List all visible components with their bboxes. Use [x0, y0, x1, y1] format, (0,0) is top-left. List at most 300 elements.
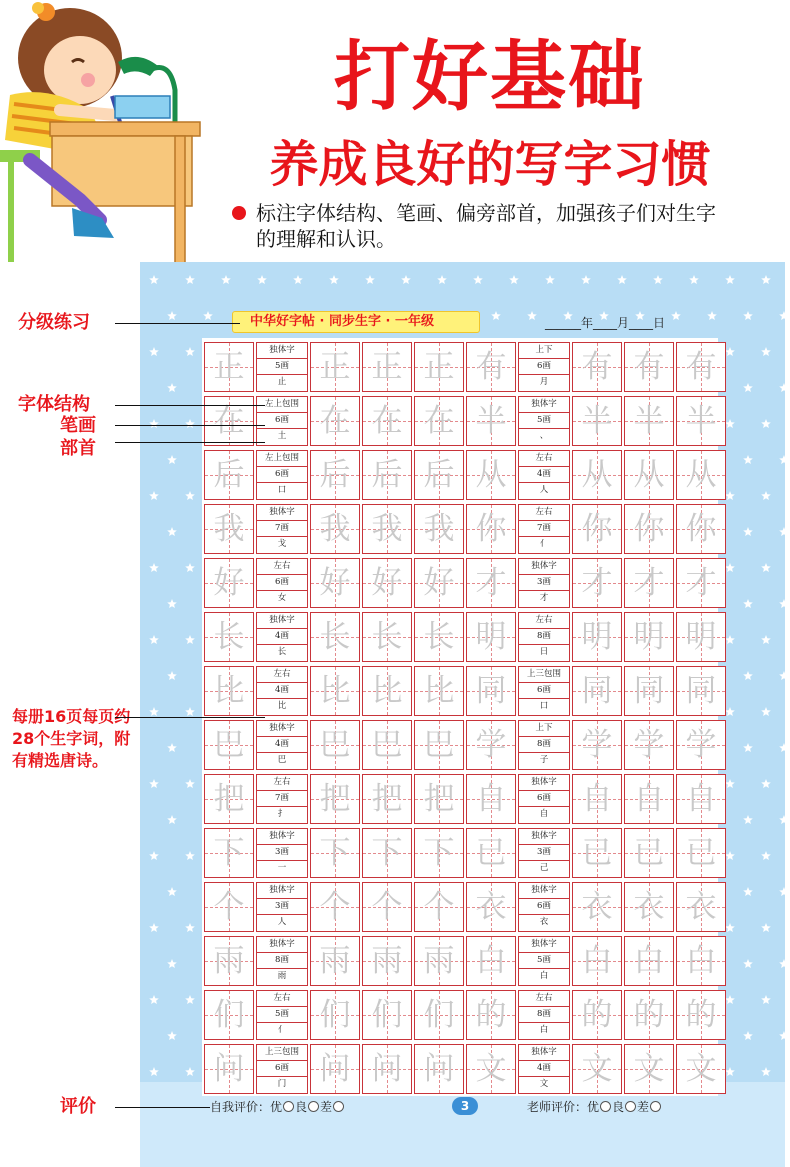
tracing-cell[interactable] — [572, 558, 622, 608]
tracing-cell[interactable] — [676, 342, 726, 392]
tracing-cell[interactable] — [676, 828, 726, 878]
tracing-character: 我 — [319, 511, 351, 547]
radical-label: 止 — [277, 377, 287, 387]
radical-label: 、 — [539, 431, 549, 441]
tracing-cell[interactable] — [310, 1044, 360, 1094]
model-character-cell[interactable] — [204, 504, 254, 554]
model-character-cell[interactable] — [466, 342, 516, 392]
annotation-line — [115, 323, 240, 324]
structure-label: 独体字 — [519, 775, 569, 791]
tracing-cell[interactable] — [310, 990, 360, 1040]
tracing-character: 你 — [685, 511, 717, 547]
annotation-line — [115, 425, 265, 426]
structure-label: 左右 — [519, 451, 569, 467]
tracing-character: 自 — [633, 781, 665, 817]
tracing-cell[interactable] — [624, 396, 674, 446]
tracing-character: 下 — [319, 835, 351, 871]
star-shape — [617, 275, 627, 284]
tracing-character: 正 — [371, 349, 403, 385]
tracing-cell[interactable] — [414, 720, 464, 770]
structure-label: 独体字 — [519, 883, 569, 899]
star-shape — [743, 743, 753, 752]
character-info-box — [256, 396, 308, 446]
character-info-box — [518, 990, 570, 1040]
tracing-cell[interactable] — [362, 882, 412, 932]
tracing-cell[interactable] — [414, 666, 464, 716]
character-info-box — [518, 1044, 570, 1094]
tracing-cell[interactable] — [676, 720, 726, 770]
stroke-count: 5画 — [257, 359, 307, 375]
tracing-cell[interactable] — [572, 828, 622, 878]
tracing-cell[interactable] — [572, 342, 622, 392]
tracing-cell[interactable] — [676, 990, 726, 1040]
tracing-character: 文 — [685, 1051, 717, 1087]
model-character-cell[interactable] — [466, 558, 516, 608]
model-character-cell[interactable] — [466, 936, 516, 986]
star-shape — [185, 491, 195, 500]
star-shape — [167, 815, 177, 824]
tracing-character: 同 — [685, 673, 717, 709]
tracing-cell[interactable] — [572, 720, 622, 770]
model-character-cell[interactable] — [466, 774, 516, 824]
tracing-character: 明 — [475, 619, 507, 655]
star-shape — [365, 275, 375, 284]
practice-row — [204, 936, 716, 986]
star-shape — [671, 311, 681, 320]
stroke-count: 7画 — [257, 521, 307, 537]
stroke-count: 5画 — [519, 413, 569, 429]
model-character-cell[interactable] — [466, 882, 516, 932]
annotation-line — [115, 405, 265, 406]
tracing-character: 学 — [581, 727, 613, 763]
tracing-cell[interactable] — [624, 936, 674, 986]
stroke-count: 5画 — [519, 953, 569, 969]
tracing-cell[interactable] — [362, 990, 412, 1040]
model-character-cell[interactable] — [204, 936, 254, 986]
tracing-cell[interactable] — [310, 882, 360, 932]
model-character-cell[interactable] — [466, 450, 516, 500]
tracing-cell[interactable] — [572, 1044, 622, 1094]
star-shape — [725, 563, 735, 572]
character-info-box — [518, 504, 570, 554]
tracing-character: 明 — [633, 619, 665, 655]
tracing-cell[interactable] — [676, 450, 726, 500]
tracing-cell[interactable] — [676, 774, 726, 824]
model-character-cell[interactable] — [204, 990, 254, 1040]
self-eval-good-circle[interactable] — [308, 1101, 319, 1112]
page-title: 打好基础 — [334, 32, 646, 121]
tracing-cell[interactable] — [414, 612, 464, 662]
tracing-character: 才 — [633, 565, 665, 601]
tracing-cell[interactable] — [414, 882, 464, 932]
star-shape — [167, 671, 177, 680]
tracing-character: 长 — [319, 619, 351, 655]
tracing-character: 好 — [213, 565, 245, 601]
tracing-character: 长 — [423, 619, 455, 655]
teacher-eval-label: 老师评价：优 — [527, 1100, 600, 1114]
star-shape — [149, 347, 159, 356]
structure-label: 独体字 — [257, 343, 307, 359]
tracing-cell[interactable] — [362, 504, 412, 554]
model-character-cell[interactable] — [204, 774, 254, 824]
annotation-line — [115, 442, 265, 443]
model-character-cell[interactable] — [204, 828, 254, 878]
tracing-character: 同 — [633, 673, 665, 709]
stroke-count: 6画 — [519, 791, 569, 807]
star-shape — [725, 347, 735, 356]
model-character-cell[interactable] — [466, 666, 516, 716]
model-character-cell[interactable] — [466, 828, 516, 878]
star-shape — [329, 275, 339, 284]
tracing-character: 学 — [633, 727, 665, 763]
teacher-evaluation — [527, 1099, 662, 1115]
tracing-character: 雨 — [423, 943, 455, 979]
star-shape — [743, 527, 753, 536]
tracing-cell[interactable] — [362, 828, 412, 878]
character-info-box — [256, 450, 308, 500]
practice-grid — [202, 338, 718, 1096]
star-shape — [743, 1031, 753, 1040]
tracing-character: 后 — [371, 457, 403, 493]
tracing-cell[interactable] — [310, 936, 360, 986]
stroke-count: 6画 — [519, 359, 569, 375]
tracing-cell[interactable] — [414, 990, 464, 1040]
tracing-cell[interactable] — [362, 1044, 412, 1094]
tracing-cell[interactable] — [572, 774, 622, 824]
star-shape — [149, 563, 159, 572]
tracing-cell[interactable] — [362, 612, 412, 662]
tracing-cell[interactable] — [310, 612, 360, 662]
character-info-box — [256, 936, 308, 986]
tracing-character: 在 — [213, 403, 245, 439]
tracing-cell[interactable] — [624, 558, 674, 608]
tracing-cell[interactable] — [624, 990, 674, 1040]
practice-row — [204, 342, 716, 392]
tracing-cell[interactable] — [362, 936, 412, 986]
teacher-eval-poor-circle[interactable] — [650, 1101, 661, 1112]
tracing-character: 白 — [685, 943, 717, 979]
star-shape — [185, 275, 195, 284]
tracing-character: 正 — [319, 349, 351, 385]
tracing-cell[interactable] — [310, 558, 360, 608]
tracing-character: 后 — [213, 457, 245, 493]
tracing-character: 好 — [423, 565, 455, 601]
tracing-character: 已 — [633, 835, 665, 871]
series-title: 中华好字帖 · 同步生字 · 一年级 — [250, 314, 434, 329]
star-shape — [167, 959, 177, 968]
tracing-cell[interactable] — [676, 882, 726, 932]
tracing-cell[interactable] — [362, 666, 412, 716]
star-shape — [779, 1031, 785, 1040]
star-shape — [167, 311, 177, 320]
stroke-count: 3画 — [519, 575, 569, 591]
model-character-cell[interactable] — [204, 612, 254, 662]
tracing-character: 文 — [633, 1051, 665, 1087]
stroke-count: 4画 — [257, 683, 307, 699]
tracing-cell[interactable] — [624, 666, 674, 716]
model-character-cell[interactable] — [466, 990, 516, 1040]
star-shape — [167, 599, 177, 608]
radical-label: 人 — [277, 917, 287, 927]
tracing-cell[interactable] — [310, 828, 360, 878]
bullet-dot-icon — [232, 206, 246, 220]
star-shape — [473, 275, 483, 284]
tracing-cell[interactable] — [414, 936, 464, 986]
tracing-character: 半 — [475, 403, 507, 439]
star-shape — [779, 743, 785, 752]
tracing-character: 衣 — [685, 889, 717, 925]
tracing-cell[interactable] — [676, 612, 726, 662]
tracing-character: 我 — [213, 511, 245, 547]
tracing-cell[interactable] — [624, 1044, 674, 1094]
tracing-character: 自 — [685, 781, 717, 817]
character-info-box — [518, 558, 570, 608]
tracing-character: 比 — [423, 673, 455, 709]
tracing-character: 明 — [685, 619, 717, 655]
star-shape — [185, 1067, 195, 1076]
tracing-cell[interactable] — [572, 990, 622, 1040]
tracing-cell[interactable] — [572, 612, 622, 662]
annotation-line — [115, 1107, 210, 1108]
tracing-character: 你 — [475, 511, 507, 547]
structure-label: 左右 — [519, 991, 569, 1007]
model-character-cell[interactable] — [466, 504, 516, 554]
tracing-cell[interactable] — [624, 828, 674, 878]
star-shape — [527, 311, 537, 320]
radical-label: 女 — [277, 593, 287, 603]
tracing-character: 好 — [371, 565, 403, 601]
star-shape — [167, 887, 177, 896]
structure-label: 独体字 — [257, 937, 307, 953]
star-shape — [779, 887, 785, 896]
annotation-evaluation: 评价 — [60, 1096, 96, 1117]
stroke-count: 6画 — [519, 683, 569, 699]
tracing-cell[interactable] — [310, 666, 360, 716]
tracing-cell[interactable] — [310, 396, 360, 446]
tracing-cell[interactable] — [676, 558, 726, 608]
model-character-cell[interactable] — [204, 396, 254, 446]
self-eval-poor-circle[interactable] — [333, 1101, 344, 1112]
tracing-cell[interactable] — [414, 828, 464, 878]
model-character-cell[interactable] — [466, 612, 516, 662]
star-shape — [221, 275, 231, 284]
star-shape — [401, 275, 411, 284]
tracing-character: 巴 — [319, 727, 351, 763]
star-shape — [761, 707, 771, 716]
tracing-cell[interactable] — [310, 342, 360, 392]
tracing-cell[interactable] — [572, 396, 622, 446]
radical-label: 日 — [539, 647, 549, 657]
stroke-count: 6画 — [519, 899, 569, 915]
tracing-cell[interactable] — [362, 396, 412, 446]
tracing-character: 有 — [475, 349, 507, 385]
structure-label: 独体字 — [519, 937, 569, 953]
tracing-character: 比 — [213, 673, 245, 709]
stroke-count: 3画 — [257, 845, 307, 861]
structure-label: 左右 — [257, 991, 307, 1007]
tracing-cell[interactable] — [362, 558, 412, 608]
tracing-cell[interactable] — [624, 720, 674, 770]
star-shape — [149, 995, 159, 1004]
tracing-character: 同 — [581, 673, 613, 709]
tracing-cell[interactable] — [362, 720, 412, 770]
tracing-cell[interactable] — [624, 450, 674, 500]
tracing-cell[interactable] — [414, 774, 464, 824]
tracing-cell[interactable] — [676, 1044, 726, 1094]
star-shape — [707, 311, 717, 320]
tracing-character: 下 — [423, 835, 455, 871]
model-character-cell[interactable] — [466, 396, 516, 446]
tracing-cell[interactable] — [572, 450, 622, 500]
model-character-cell[interactable] — [466, 720, 516, 770]
model-character-cell[interactable] — [466, 1044, 516, 1094]
stroke-count: 6画 — [257, 413, 307, 429]
tracing-character: 把 — [371, 781, 403, 817]
tracing-cell[interactable] — [676, 936, 726, 986]
star-shape — [761, 347, 771, 356]
self-eval-poor-label: 差 — [320, 1100, 333, 1114]
tracing-cell[interactable] — [362, 774, 412, 824]
tracing-cell[interactable] — [414, 450, 464, 500]
stroke-count: 7画 — [257, 791, 307, 807]
tracing-cell[interactable] — [624, 504, 674, 554]
tracing-cell[interactable] — [414, 1044, 464, 1094]
tracing-cell[interactable] — [310, 504, 360, 554]
practice-row — [204, 396, 716, 446]
tracing-character: 后 — [319, 457, 351, 493]
star-shape — [149, 851, 159, 860]
character-info-box — [256, 882, 308, 932]
radical-label: 雨 — [277, 971, 287, 981]
radical-label: 戈 — [277, 539, 287, 549]
tracing-cell[interactable] — [572, 936, 622, 986]
self-eval-good-label: 良 — [295, 1100, 308, 1114]
tracing-cell[interactable] — [624, 612, 674, 662]
model-character-cell[interactable] — [204, 666, 254, 716]
star-shape — [725, 275, 735, 284]
tracing-character: 明 — [581, 619, 613, 655]
tracing-cell[interactable] — [362, 450, 412, 500]
star-shape — [653, 275, 663, 284]
tracing-character: 在 — [371, 403, 403, 439]
star-shape — [185, 995, 195, 1004]
star-shape — [509, 275, 519, 284]
tracing-cell[interactable] — [572, 666, 622, 716]
model-character-cell[interactable] — [204, 450, 254, 500]
radical-label: 才 — [539, 593, 549, 603]
tracing-character: 才 — [685, 565, 717, 601]
tracing-character: 白 — [633, 943, 665, 979]
tracing-character: 从 — [633, 457, 665, 493]
tracing-cell[interactable] — [310, 450, 360, 500]
model-character-cell[interactable] — [204, 882, 254, 932]
model-character-cell[interactable] — [204, 1044, 254, 1094]
stroke-count: 8画 — [519, 737, 569, 753]
star-shape — [545, 275, 555, 284]
date-field: ______年____月____日 — [545, 316, 666, 330]
star-shape — [149, 1067, 159, 1076]
tracing-cell[interactable] — [310, 720, 360, 770]
structure-label: 独体字 — [257, 883, 307, 899]
tracing-character: 文 — [475, 1051, 507, 1087]
radical-label: 人 — [539, 485, 549, 495]
star-shape — [761, 995, 771, 1004]
radical-label: 土 — [277, 431, 287, 441]
stroke-count: 6画 — [257, 467, 307, 483]
star-shape — [761, 635, 771, 644]
star-shape — [167, 455, 177, 464]
character-info-box — [256, 504, 308, 554]
tracing-cell[interactable] — [572, 504, 622, 554]
star-shape — [185, 419, 195, 428]
radical-label: 衣 — [539, 917, 549, 927]
tracing-character: 正 — [423, 349, 455, 385]
tracing-cell[interactable] — [676, 504, 726, 554]
tracing-cell[interactable] — [414, 558, 464, 608]
self-evaluation — [210, 1099, 345, 1115]
annotation-level-practice: 分级练习 — [18, 312, 90, 333]
tracing-cell[interactable] — [362, 342, 412, 392]
practice-row — [204, 1044, 716, 1094]
tracing-character: 有 — [685, 349, 717, 385]
tracing-cell[interactable] — [414, 396, 464, 446]
tracing-cell[interactable] — [624, 342, 674, 392]
practice-row — [204, 612, 716, 662]
tracing-character: 好 — [319, 565, 351, 601]
teacher-eval-good-circle[interactable] — [625, 1101, 636, 1112]
stroke-count: 4画 — [257, 737, 307, 753]
star-shape — [185, 923, 195, 932]
tracing-cell[interactable] — [414, 342, 464, 392]
annotation-line — [115, 717, 265, 718]
tracing-cell[interactable] — [676, 396, 726, 446]
tracing-cell[interactable] — [676, 666, 726, 716]
stroke-count: 5画 — [257, 1007, 307, 1023]
tracing-character: 有 — [633, 349, 665, 385]
tracing-cell[interactable] — [624, 882, 674, 932]
character-info-box — [256, 990, 308, 1040]
star-shape — [725, 1067, 735, 1076]
tracing-cell[interactable] — [624, 774, 674, 824]
stroke-count: 6画 — [257, 1061, 307, 1077]
character-info-box — [518, 828, 570, 878]
tracing-character: 半 — [685, 403, 717, 439]
tracing-character: 雨 — [371, 943, 403, 979]
tracing-cell[interactable] — [310, 774, 360, 824]
star-shape — [761, 779, 771, 788]
radical-label: 巴 — [277, 755, 287, 765]
star-shape — [203, 311, 213, 320]
tracing-character: 的 — [581, 997, 613, 1033]
character-info-box — [518, 720, 570, 770]
teacher-eval-excellent-circle[interactable] — [600, 1101, 611, 1112]
tracing-cell[interactable] — [414, 504, 464, 554]
model-character-cell[interactable] — [204, 342, 254, 392]
star-shape — [779, 671, 785, 680]
tracing-cell[interactable] — [572, 882, 622, 932]
tracing-character: 下 — [371, 835, 403, 871]
star-shape — [149, 923, 159, 932]
character-info-box — [256, 612, 308, 662]
star-shape — [743, 383, 753, 392]
self-eval-excellent-circle[interactable] — [283, 1101, 294, 1112]
radical-label: 月 — [539, 377, 549, 387]
star-shape — [185, 707, 195, 716]
star-shape — [725, 995, 735, 1004]
model-character-cell[interactable] — [204, 720, 254, 770]
model-character-cell[interactable] — [204, 558, 254, 608]
star-shape — [743, 959, 753, 968]
